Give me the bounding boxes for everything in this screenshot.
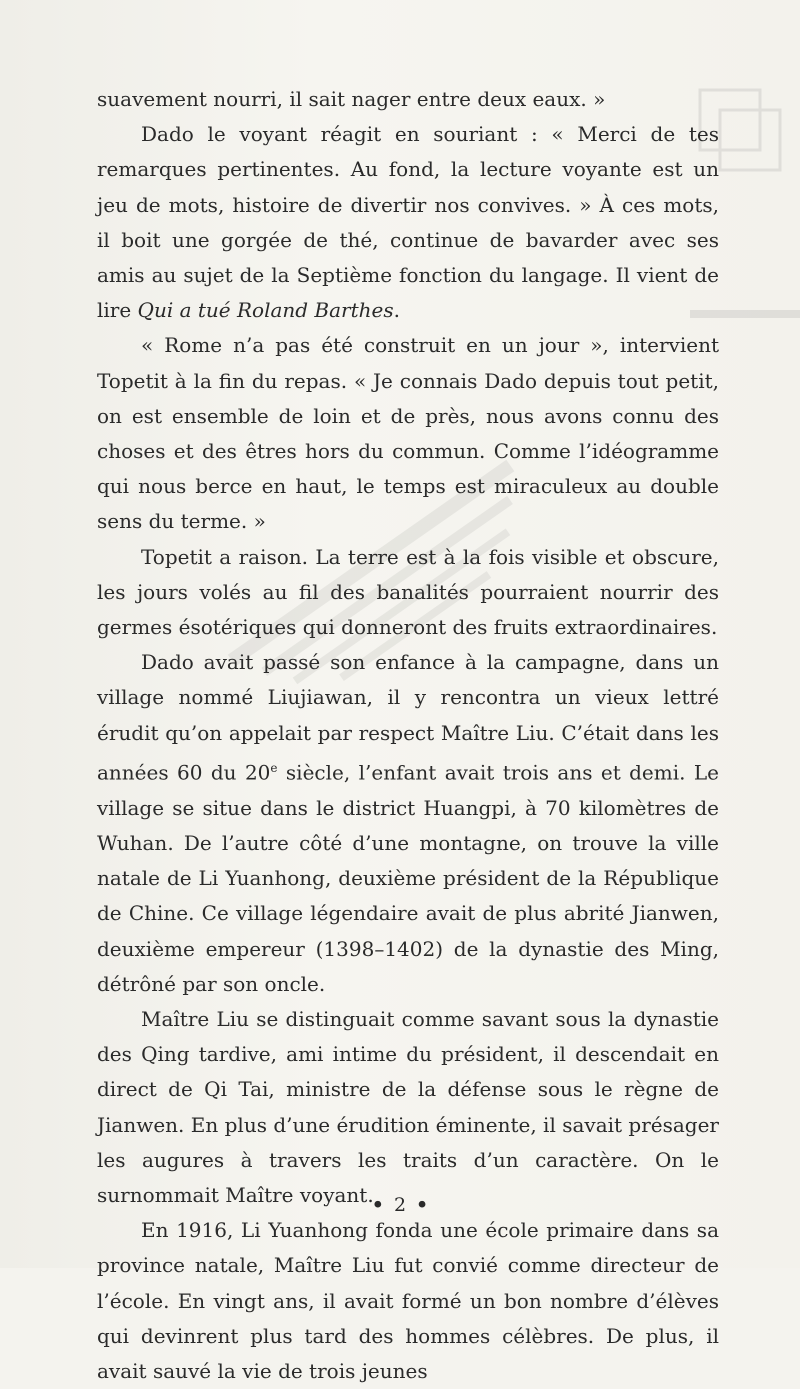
page-footer	[0, 1194, 800, 1216]
paragraph-1-text: suavement nourri, il sait nager entre deux eaux. »	[97, 87, 606, 111]
book-title: Qui a tué Roland Barthes	[137, 298, 394, 323]
paragraph-4	[97, 540, 719, 646]
paragraph-2-end: .	[393, 298, 400, 323]
paragraph-3	[97, 328, 719, 539]
paragraph-2	[97, 117, 719, 328]
paragraph-3-text: « Rome n’a pas été construit en un jour », intervient Topetit à la fin du repas. « Je connais Dado depuis tout petit, on est ensemble de loin et de près, nous avons connu des choses et des êtres hors du commun. Comme l’idéogramme qui nous berce en haut, le temps est miraculeux au double sens du terme. »	[97, 333, 719, 534]
paragraph-6	[97, 1002, 719, 1213]
paragraph-4-text: Topetit a raison. La terre est à la fois visible et obscure, les jours volés au fil des banalités pourraient nourrir des germes ésotériques qui donneront des fruits extraordinaires.	[97, 544, 719, 640]
paragraph-7	[97, 1213, 719, 1389]
paragraph-2-text: Dado le voyant réagit en souriant : « Merci de tes remarques pertinentes. Au fond, la lecture voyante est un jeu de mots, histoire de divertir nos convives. » À ces mots, il boit une gorgée de thé, continue de bavarder avec ses amis au sujet de la Septième fonction du langage. Il vient de lire	[97, 122, 719, 323]
page-number: 2	[393, 1194, 407, 1216]
paragraph-1	[97, 82, 719, 117]
folio-dot-left: •	[371, 1194, 384, 1216]
century-superscript: e	[270, 760, 278, 775]
paragraph-5-text: Dado avait passé son enfance à la campagne, dans un village nommé Liujiawan, il y rencontra un vieux lettré érudit qu’on appelait par respect Maître Liu. C’était dans les années 60 du 20	[97, 650, 719, 785]
paragraph-5	[97, 645, 719, 1002]
paragraph-7-text: En 1916, Li Yuanhong fonda une école primaire dans sa province natale, Maître Liu fut convié comme directeur de l’école. En vingt ans, il avait formé un bon nombre d’élèves qui devinrent plus tard des hommes célèbres. De plus, il avait sauvé la vie de trois jeunes	[97, 1218, 719, 1383]
paragraph-5-end: siècle, l’enfant avait trois ans et demi. Le village se situe dans le district Huangpi, à 70 kilomètres de Wuhan. De l’autre côté d’une montagne, on trouve la ville natale de Li Yuanhong, deuxième président de la République de Chine. Ce village légendaire avait de plus abrité Jianwen, deuxième empereur (1398–1402) de la dynastie des Ming, détrôné par son oncle.	[97, 760, 720, 996]
folio-dot-right: •	[416, 1194, 429, 1216]
paragraph-6-text: Maître Liu se distinguait comme savant sous la dynastie des Qing tardive, ami intime du président, il descendait en direct de Qi Tai, ministre de la défense sous le règne de Jianwen. En plus d’une érudition éminente, il savait présager les augures à travers les traits d’un caractère. On le surnommait Maître voyant.	[97, 1006, 719, 1207]
body-text	[97, 82, 719, 1389]
